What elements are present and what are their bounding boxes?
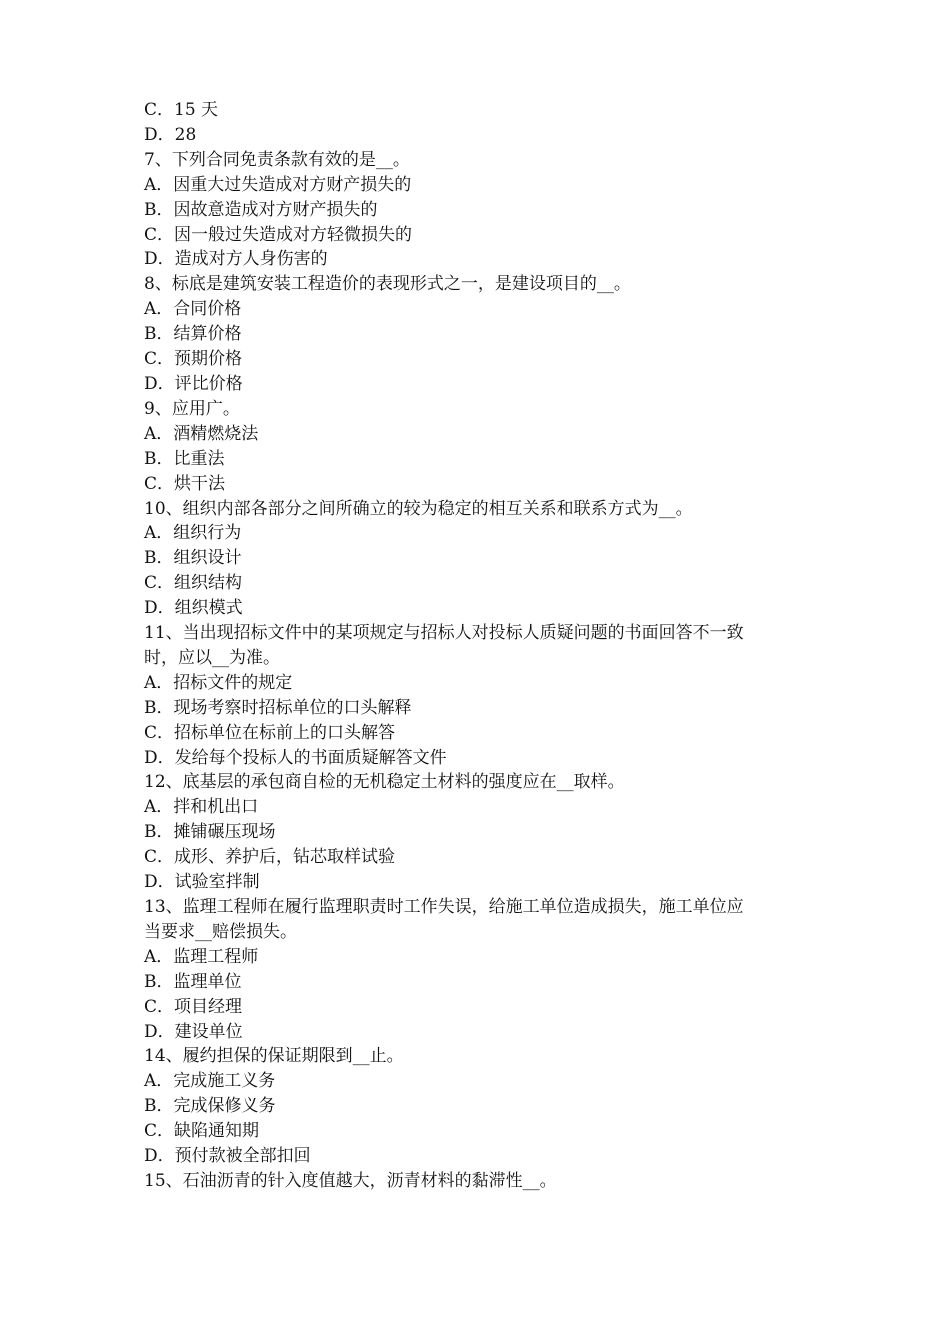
- question-line-continued: 时，应以__为准。: [144, 647, 280, 668]
- option-line: D．发给每个投标人的书面质疑解答文件: [144, 747, 447, 768]
- question-line: 11、当出现招标文件中的某项规定与招标人对投标人质疑问题的书面回答不一致: [144, 623, 744, 644]
- option-line: D．评比价格: [144, 373, 243, 394]
- option-line: C．组织结构: [144, 573, 243, 594]
- option-line: C．15 天: [144, 100, 219, 120]
- option-line: B．组织设计: [144, 548, 242, 569]
- option-line: D．造成对方人身伤害的: [144, 249, 328, 270]
- document-page: [144, 98, 814, 1194]
- option-line: C．缺陷通知期: [144, 1121, 260, 1142]
- option-line: C．成形、养护后，钻芯取样试验: [144, 847, 396, 868]
- question-line: 14、履约担保的保证期限到__止。: [144, 1046, 404, 1067]
- option-line: B．完成保修义务: [144, 1096, 276, 1117]
- question-line: 13、监理工程师在履行监理职责时工作失误，给施工单位造成损失，施工单位应: [144, 897, 744, 917]
- option-line: A．组织行为: [144, 523, 242, 544]
- option-line: D．预付款被全部扣回: [144, 1146, 311, 1167]
- question-line: 9、应用广。: [144, 398, 240, 419]
- option-line: C．因一般过失造成对方轻微损失的: [144, 224, 413, 245]
- option-line: C．烘干法: [144, 473, 226, 494]
- option-line: D．组织模式: [144, 598, 243, 619]
- option-line: D．试验室拌制: [144, 872, 260, 893]
- option-line: B．因故意造成对方财产损失的: [144, 199, 378, 220]
- question-line: 12、底基层的承包商自检的无机稳定土材料的强度应在__取样。: [144, 772, 625, 793]
- question-line: 15、石油沥青的针入度值越大，沥青材料的黏滞性__。: [144, 1170, 557, 1191]
- option-line: A．监理工程师: [144, 946, 259, 967]
- question-line: 10、组织内部各部分之间所确立的较为稳定的相互关系和联系方式为__。: [144, 498, 693, 519]
- option-line: B．现场考察时招标单位的口头解释: [144, 697, 412, 718]
- option-line: A．拌和机出口: [144, 797, 259, 818]
- option-line: B．结算价格: [144, 324, 242, 345]
- question-line: 7、下列合同免责条款有效的是__。: [144, 149, 410, 170]
- option-line: A．合同价格: [144, 299, 242, 320]
- option-line: A．招标文件的规定: [144, 672, 293, 693]
- option-line: A．完成施工义务: [144, 1071, 276, 1092]
- option-line: C．招标单位在标前上的口头解答: [144, 722, 396, 743]
- option-line: C．项目经理: [144, 996, 243, 1017]
- option-line: B．比重法: [144, 448, 225, 469]
- option-line: B．监理单位: [144, 971, 242, 992]
- option-line: D．28: [144, 124, 197, 145]
- option-line: D．建设单位: [144, 1021, 243, 1042]
- option-line: A．因重大过失造成对方财产损失的: [144, 174, 412, 195]
- option-line: C．预期价格: [144, 349, 243, 370]
- option-line: B．摊铺碾压现场: [144, 822, 276, 843]
- question-line: 8、标底是建筑安装工程造价的表现形式之一，是建设项目的__。: [144, 274, 631, 295]
- question-line-continued: 当要求__赔偿损失。: [144, 921, 297, 942]
- option-line: A．酒精燃烧法: [144, 423, 259, 444]
